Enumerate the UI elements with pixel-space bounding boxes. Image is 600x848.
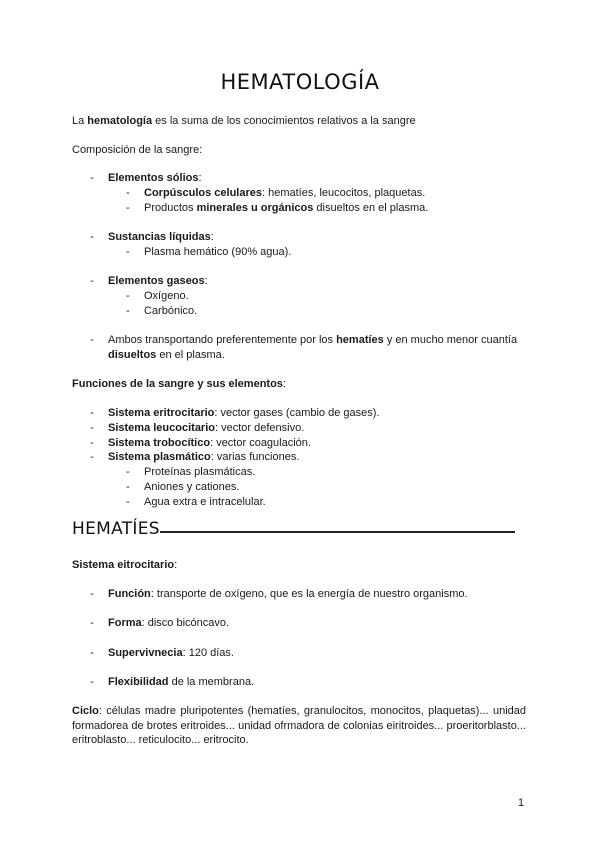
- func-dash-2: -: [90, 422, 94, 434]
- func-item-3-rest: : vector coagulación.: [210, 437, 311, 449]
- func-sub-dash-3: -: [126, 496, 130, 508]
- func-sub-dash-1: -: [126, 466, 130, 478]
- hem-item-3: [108, 646, 234, 660]
- hem-dash-4: -: [90, 676, 94, 688]
- transport-line-2: [108, 348, 225, 362]
- hem-dash-2: -: [90, 617, 94, 629]
- func-sub-item-1: Proteínas plasmáticas.: [144, 466, 256, 478]
- transport-bold-2: disueltos: [108, 349, 157, 361]
- eitrocitario-heading-bold: Sistema eitrocitario: [72, 559, 175, 571]
- page-number: 1: [518, 797, 525, 809]
- func-item-1-bold: Sistema eritrocitario: [108, 407, 215, 419]
- hem-item-4-rest: de la membrana.: [168, 676, 255, 688]
- eitrocitario-heading: [72, 558, 177, 572]
- transport-mid: y en mucho menor cuantía: [383, 334, 518, 346]
- hem-item-2-bold: Forma: [108, 617, 142, 629]
- solids-sub-dash-2: -: [126, 202, 130, 214]
- solids-item-2-pre: Productos: [144, 202, 197, 214]
- solids-item-2: [144, 201, 428, 215]
- intro-line: [72, 114, 416, 128]
- transport-line-1: [108, 333, 517, 347]
- hem-dash-3: -: [90, 647, 94, 659]
- gases-item-1: Oxígeno.: [144, 290, 189, 302]
- colon: :: [198, 172, 202, 184]
- solids-item-2-rest: disueltos en el plasma.: [313, 202, 429, 214]
- liquids-sub-dash: -: [126, 246, 130, 258]
- intro-post: es la suma de los conocimientos relativos a la sangre: [152, 115, 416, 127]
- functions-heading-text: Funciones de la sangre y sus elementos: [72, 378, 283, 390]
- intro-pre: La: [72, 115, 88, 127]
- func-item-2: [108, 421, 304, 435]
- section-heading-hematies: HEMATÍES: [72, 519, 160, 539]
- hem-item-1-bold: Función: [108, 588, 151, 600]
- solids-item-1: [144, 186, 425, 200]
- colon: :: [204, 275, 208, 287]
- func-item-3-bold: Sistema trobocítico: [108, 437, 211, 449]
- func-item-2-bold: Sistema leucocitario: [108, 422, 215, 434]
- liquids-label: [108, 230, 214, 244]
- hem-dash-1: -: [90, 588, 94, 600]
- func-item-4-bold: Sistema plasmático: [108, 451, 211, 463]
- colon: :: [210, 231, 214, 243]
- bullet-liquids: -: [90, 231, 94, 243]
- func-sub-dash-2: -: [126, 481, 130, 493]
- composition-heading: Composición de la sangre:: [72, 144, 203, 156]
- bullet-transport: -: [90, 334, 94, 346]
- gases-sub-dash-1: -: [126, 290, 130, 302]
- solids-item-2-bold: minerales u orgánicos: [196, 202, 314, 214]
- hem-item-3-rest: : 120 días.: [182, 647, 234, 659]
- func-item-2-rest: : vector defensivo.: [215, 422, 305, 434]
- solids-item-1-bold: Corpúsculos celulares: [144, 187, 262, 199]
- bullet-gases: -: [90, 275, 94, 287]
- func-item-4-rest: : varias funciones.: [210, 451, 300, 463]
- colon: :: [282, 378, 286, 390]
- func-dash-3: -: [90, 437, 94, 449]
- func-sub-item-3: Agua extra e intracelular.: [144, 496, 266, 508]
- func-dash-1: -: [90, 407, 94, 419]
- hem-item-4-bold: Flexibilidad: [108, 676, 169, 688]
- transport-pre: Ambos transportando preferentemente por los: [108, 334, 337, 346]
- intro-bold: hematología: [87, 115, 153, 127]
- liquids-label-text: Sustancias líquidas: [108, 231, 211, 243]
- functions-heading: [72, 377, 286, 391]
- cycle-bold: Ciclo: [72, 705, 99, 717]
- dash-marker: -: [90, 172, 94, 184]
- transport-post: en el plasma.: [156, 349, 225, 361]
- func-sub-item-2: Aniones y cationes.: [144, 481, 240, 493]
- solids-label-text: Elementos sólios: [108, 172, 199, 184]
- bullet-solids: [90, 171, 94, 185]
- func-item-4: [108, 450, 299, 464]
- solids-item-1-rest: : hematíes, leucocitos, plaquetas.: [262, 187, 426, 199]
- eitrocitario-heading-rest: :: [174, 559, 178, 571]
- gases-label-text: Elementos gaseos: [108, 275, 205, 287]
- section-rule: [160, 531, 515, 533]
- transport-bold-1: hematíes: [336, 334, 384, 346]
- hem-item-2: [108, 616, 229, 630]
- liquids-item-1: Plasma hemático (90% agua).: [144, 246, 292, 258]
- hem-item-1: [108, 587, 468, 601]
- solids-label: [108, 171, 202, 185]
- func-item-1: [108, 406, 379, 420]
- page-title: HEMATOLOGÍA: [220, 70, 380, 94]
- hem-item-4: [108, 675, 254, 689]
- cycle-text: : células madre pluripotentes (hematíes, granulocitos, monocitos, plaquetas)... unidad formadorea de brotes eritroides... unidad ofrmadora de colonias eiritroides... proeritorblasto... eritroblasto... reticulocito... eritrocito.: [72, 705, 526, 746]
- hem-item-3-bold: Supervivnecia: [108, 647, 183, 659]
- gases-sub-dash-2: -: [126, 305, 130, 317]
- solids-sub-dash-1: -: [126, 187, 130, 199]
- gases-item-2: Carbónico.: [144, 305, 198, 317]
- func-item-3: [108, 436, 311, 450]
- gases-label: [108, 274, 208, 288]
- func-item-1-rest: : vector gases (cambio de gases).: [214, 407, 380, 419]
- hem-item-2-rest: : disco bicóncavo.: [141, 617, 230, 629]
- cycle-paragraph: [72, 704, 526, 748]
- hem-item-1-rest: : transporte de oxígeno, que es la energía de nuestro organismo.: [150, 588, 468, 600]
- func-dash-4: -: [90, 451, 94, 463]
